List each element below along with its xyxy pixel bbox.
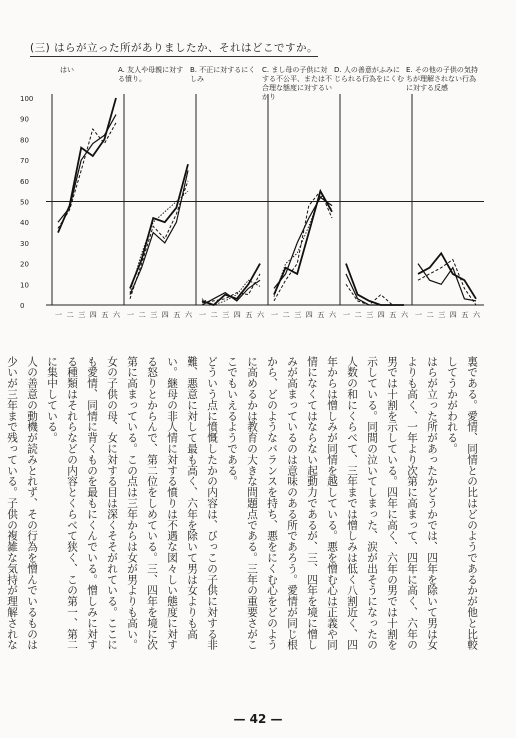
x-tick-label: 三 — [366, 311, 374, 319]
series-line — [130, 170, 188, 294]
series-line — [58, 98, 116, 233]
x-tick-label: 二 — [282, 311, 290, 319]
chart-label-yes: はい — [60, 66, 74, 74]
section-title: (三) はらが立った所がありましたか、それはどこですか。 — [30, 40, 318, 57]
x-tick-label: 二 — [138, 311, 146, 319]
x-tick-label: 四 — [89, 311, 97, 319]
series-line — [202, 264, 260, 305]
series-line — [130, 164, 188, 288]
x-tick-label: 五 — [173, 311, 181, 319]
y-tick-label: 10 — [20, 281, 29, 290]
chart-label-a: A. 友人や母親に対する憤り。 — [118, 66, 184, 83]
x-tick-label: 五 — [317, 311, 325, 319]
x-tick-label: 二 — [210, 311, 218, 319]
y-tick-label: 30 — [20, 239, 29, 248]
x-tick-label: 二 — [426, 311, 434, 319]
series-line — [202, 280, 260, 305]
chart-label-e: E. その他の子供の気持ちが理解されない行為に対する反感 — [406, 66, 478, 92]
x-tick-label: 三 — [150, 311, 158, 319]
x-tick-label: 六 — [329, 311, 336, 319]
x-tick-label: 五 — [389, 311, 397, 319]
paragraph: どういう点に憤慨したかの内容は、びっこの子供に対する非難、悪意に対して最も高く、六年を除いて男は女よりも高い。継母の非人情に対する憤りは不遇な図々しい態度に対する怒りとからんで、第二位をしめている。三、四年を境に次第に高まっている。この点は三年からは女が男よりも高い。女の子供の母、女に対する目は深くそそがれている。ここにも愛情、同情に背くものを最もにくんでいる。憎しみに対する種類はそれらなどの内容とくらべて狭く、この第一、第二に集中している。 — [46, 356, 218, 651]
x-tick-label: 三 — [222, 311, 230, 319]
x-tick-label: 六 — [113, 311, 120, 319]
chart-label-b: B. 不正に対するにくしみ — [190, 66, 256, 83]
x-tick-label: 一 — [271, 311, 278, 319]
x-tick-label: 二 — [354, 311, 362, 319]
x-tick-label: 三 — [438, 311, 446, 319]
x-tick-label: 四 — [233, 311, 241, 319]
x-tick-label: 五 — [101, 311, 109, 319]
y-tick-label: 20 — [20, 260, 29, 269]
y-tick-label: 40 — [20, 219, 29, 228]
series-line — [346, 264, 404, 305]
body-text — [6, 356, 482, 656]
x-tick-label: 四 — [449, 311, 457, 319]
x-tick-label: 一 — [55, 311, 62, 319]
series-line — [274, 191, 332, 295]
x-tick-label: 四 — [161, 311, 169, 319]
x-tick-label: 一 — [343, 311, 350, 319]
series-line — [202, 280, 260, 305]
series-line — [346, 274, 404, 305]
line-chart — [0, 0, 516, 340]
series-line — [130, 191, 188, 293]
x-tick-label: 四 — [305, 311, 313, 319]
x-tick-label: 一 — [199, 311, 206, 319]
x-tick-label: 四 — [377, 311, 385, 319]
page-number: — 42 — — [233, 712, 283, 726]
y-tick-label: 50 — [20, 198, 29, 207]
y-tick-label: 60 — [20, 177, 29, 186]
x-tick-label: 六 — [257, 311, 264, 319]
y-tick-label: 80 — [20, 136, 29, 145]
paragraph: はらが立った所があったかどうかでは、四年を除いて男は女よりも高く、一年より次第に高まって、四年に高く、六年の男では十割を示している。四年に高く、六年の男では十割を示している。同間の泣いてしまった、涙が出そうになったの人数の和にくらべて、三年までは憎しみは低く八割近く、四年からは憎しみが同情を越している。悪を憎む心は正義や同情になくてはならない起動力であるが、三、四年を境に憎しみが高まっているのは意味のある所であろう。愛情が同じ根から、どのようなバランスを持ち、悪をにくむ心をどのように高めるかは教育の大きな問題点である。三年の重要さがここでもいえるようである。 — [226, 356, 438, 651]
chart-label-d: D. 人の善意がふみにじられる行為をにくむ — [334, 66, 404, 83]
x-tick-label: 六 — [185, 311, 192, 319]
series-line — [274, 195, 332, 296]
x-tick-label: 五 — [461, 311, 469, 319]
series-line — [418, 260, 476, 306]
x-tick-label: 一 — [127, 311, 134, 319]
y-tick-label: 90 — [20, 115, 29, 124]
x-tick-label: 五 — [245, 311, 253, 319]
x-tick-label: 六 — [473, 311, 480, 319]
x-tick-label: 三 — [294, 311, 302, 319]
paragraph: 人の善意の動機が読みとれず、その行為を憎んでいるものは少いが三年まで残っている。子供の複雑な気持が理解されな — [6, 356, 38, 651]
x-tick-label: 二 — [66, 311, 74, 319]
x-tick-label: 一 — [415, 311, 422, 319]
x-tick-label: 六 — [401, 311, 408, 319]
series-line — [58, 115, 116, 223]
x-tick-label: 三 — [78, 311, 86, 319]
y-tick-label: 100 — [20, 95, 34, 103]
paragraph: 裏である。愛情、同情との比はどのようであるかが他と比較してうかがわれる。 — [446, 356, 478, 651]
chart-label-c: C. まし母の子供に対する不公平、または不合理な態度に対するいかり — [262, 66, 332, 101]
y-tick-label: 70 — [20, 157, 29, 166]
y-tick-label: 0 — [20, 302, 25, 310]
series-line — [274, 191, 332, 301]
